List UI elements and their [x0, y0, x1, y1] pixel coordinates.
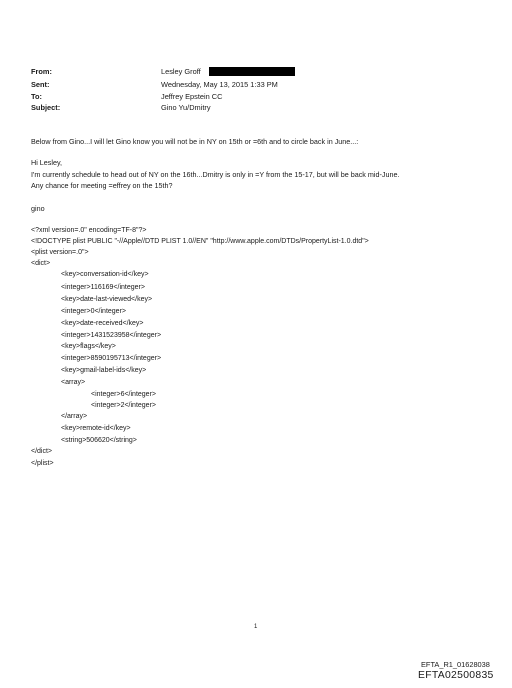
xml-line: <key>gmail-label-ids</key>: [61, 367, 147, 374]
xml-line: <key>date-last-viewed</key>: [61, 296, 153, 303]
subject-value: Gino Yu/Dmitry: [161, 103, 211, 112]
xml-line: <integer>1431523958</integer>: [61, 332, 162, 339]
body-greeting: Hi Lesley,: [31, 158, 63, 167]
xml-line: <key>flags</key>: [61, 343, 116, 350]
body-signoff: gino: [31, 204, 45, 213]
xml-line: <array>: [61, 379, 86, 386]
xml-line: <integer>8590195713</integer>: [61, 355, 162, 362]
xml-line: <integer>0</integer>: [61, 308, 126, 315]
xml-line: <dict>: [31, 260, 51, 267]
xml-line: <integer>6</integer>: [91, 391, 156, 398]
to-label: To:: [31, 92, 42, 101]
subject-label: Subject:: [31, 103, 61, 112]
xml-line: <plist version=.0">: [31, 249, 89, 256]
body-intro: Below from Gino...I will let Gino know you will not be in NY on 15th or =6th and to circle back in June...:: [31, 137, 359, 146]
xml-line: <string>506620</string>: [61, 437, 137, 444]
body-line-2: Any chance for meeting =effrey on the 15th?: [31, 181, 173, 190]
xml-line: <integer>2</integer>: [91, 402, 156, 409]
sent-value: Wednesday, May 13, 2015 1:33 PM: [161, 80, 278, 89]
bates-stamp-small: EFTA_R1_01628038: [421, 660, 490, 669]
to-value: Jeffrey Epstein CC: [161, 92, 223, 101]
from-label: From:: [31, 67, 52, 76]
body-line-1: I'm currently schedule to head out of NY on the 16th...Dmitry is only in =Y from the 15-17, but will be back mid-June.: [31, 170, 400, 179]
sent-label: Sent:: [31, 80, 50, 89]
from-value: Lesley Groff: [161, 67, 201, 76]
xml-line: <key>conversation-id</key>: [61, 271, 149, 278]
xml-line: <key>remote-id</key>: [61, 425, 131, 432]
xml-line: </plist>: [31, 460, 54, 467]
redaction-bar: [209, 67, 295, 76]
bates-stamp-large: EFTA02500835: [418, 670, 494, 681]
xml-line: <?xml version=.0" encoding=TF-8"?>: [31, 227, 147, 234]
xml-line: <key>date-received</key>: [61, 320, 144, 327]
page-number: 1: [254, 624, 258, 630]
xml-line: </array>: [61, 413, 88, 420]
xml-line: <integer>116169</integer>: [61, 284, 145, 291]
xml-line: </dict>: [31, 448, 53, 455]
xml-line: <!DOCTYPE plist PUBLIC "-//Apple//DTD PLIST 1.0//EN" "http://www.apple.com/DTDs/PropertyList-1.0.dtd">: [31, 238, 369, 245]
